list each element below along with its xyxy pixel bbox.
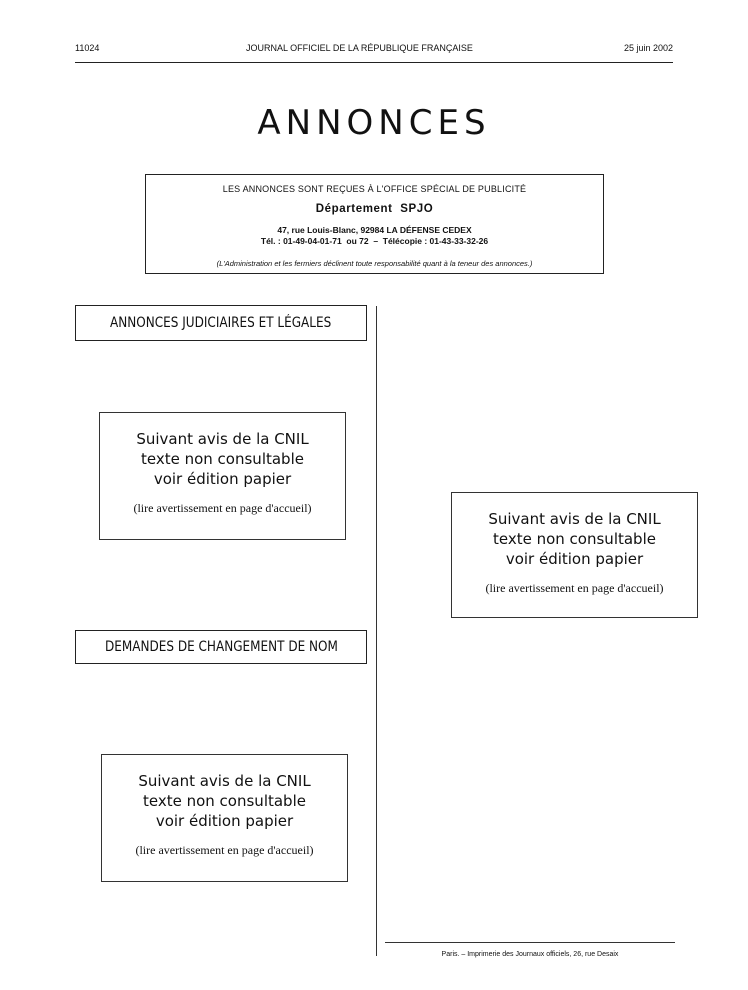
page-number: 11024 — [75, 43, 100, 53]
issue-date: 25 juin 2002 — [624, 43, 674, 53]
header-rule — [75, 62, 673, 63]
cnil-line: voir édition papier — [153, 470, 292, 488]
cnil-line: voir édition papier — [505, 550, 644, 568]
cnil-line: Suivant avis de la CNIL — [136, 430, 309, 448]
cnil-line: Suivant avis de la CNIL — [138, 772, 311, 790]
info-disclaimer: (L'Administration et les fermiers déclinent toute responsabilité quant à la teneur des annonces.) — [216, 259, 533, 268]
cnil-warning: (lire avertissement en page d'accueil) — [485, 581, 664, 595]
info-address: 47, rue Louis-Blanc, 92984 LA DÉFENSE CEDEX — [277, 225, 472, 235]
journal-title: JOURNAL OFFICIEL DE LA RÉPUBLIQUE FRANÇAISE — [246, 43, 473, 53]
cnil-line: Suivant avis de la CNIL — [488, 510, 661, 528]
section-heading-judiciaires — [75, 305, 367, 341]
section-heading-changement-nom — [75, 630, 367, 664]
cnil-line: voir édition papier — [155, 812, 294, 830]
cnil-warning: (lire avertissement en page d'accueil) — [133, 501, 312, 515]
info-department: Département SPJO — [315, 203, 434, 215]
cnil-notice — [99, 412, 346, 540]
column-divider — [376, 306, 377, 956]
cnil-notice — [451, 492, 698, 618]
cnil-line: texte non consultable — [141, 450, 304, 468]
footer-imprint: Paris. – Imprimerie des Journaux officiels, 26, rue Desaix — [441, 951, 619, 958]
cnil-notice — [101, 754, 348, 882]
section-heading-label: ANNONCES JUDICIAIRES ET LÉGALES — [110, 315, 332, 331]
footer-rule — [385, 942, 675, 943]
page-title: ANNONCES — [257, 103, 491, 143]
cnil-warning: (lire avertissement en page d'accueil) — [135, 843, 314, 857]
info-intro: LES ANNONCES SONT REÇUES À L'OFFICE SPÉCIAL DE PUBLICITÉ — [222, 184, 527, 194]
section-heading-label: DEMANDES DE CHANGEMENT DE NOM — [104, 639, 338, 655]
info-box — [145, 174, 604, 274]
cnil-line: texte non consultable — [493, 530, 656, 548]
cnil-line: texte non consultable — [143, 792, 306, 810]
info-phone: Tél. : 01-49-04-01-71 ou 72 – Télécopie : 01-43-33-32-26 — [260, 236, 489, 246]
